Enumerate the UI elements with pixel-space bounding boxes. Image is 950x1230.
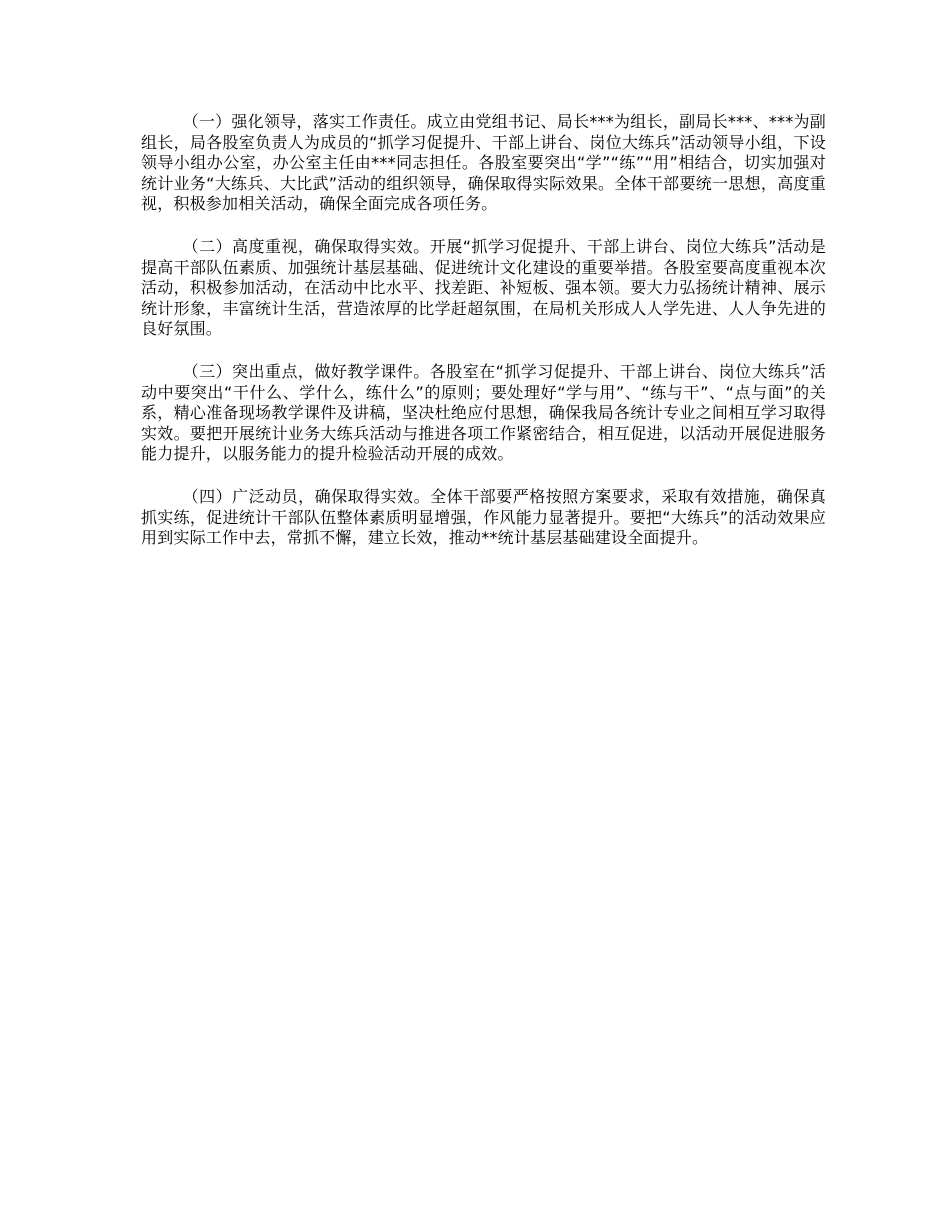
paragraph-leadership: （一）强化领导，落实工作责任。成立由党组书记、局长***为组长，副局长***、***为副组长，局各股室负责人为成员的“抓学习促提升、干部上讲台、岗位大练兵”活动领导小组，下设领导小组办公室，办公室主任由***同志担任。各股室要突出“学”“练”“用”相结合，切实加强对统计业务“大练兵、大比武”活动的组织领导，确保取得实际效果。全体干部要统一思想，高度重视，积极参加相关活动，确保全面完成各项任务。 [141, 112, 826, 214]
paragraph-mobilization: （四）广泛动员，确保取得实效。全体干部要严格按照方案要求，采取有效措施，确保真抓实练，促进统计干部队伍整体素质明显增强，作风能力显著提升。要把“大练兵”的活动效果应用到实际工作中去，常抓不懈，建立长效，推动**统计基层基础建设全面提升。 [141, 486, 826, 548]
paragraph-focus: （三）突出重点，做好教学课件。各股室在“抓学习促提升、干部上讲台、岗位大练兵”活动中要突出“干什么、学什么，练什么”的原则；要处理好“学与用”、“练与干”、“点与面”的关系，精心准备现场教学课件及讲稿，坚决杜绝应付思想，确保我局各统计专业之间相互学习取得实效。要把开展统计业务大练兵活动与推进各项工作紧密结合，相互促进，以活动开展促进服务能力提升，以服务能力的提升检验活动开展的成效。 [141, 361, 826, 464]
paragraph-importance: （二）高度重视，确保取得实效。开展“抓学习促提升、干部上讲台、岗位大练兵”活动是提高干部队伍素质、加强统计基层基础、促进统计文化建设的重要举措。各股室要高度重视本次活动，积极参加活动，在活动中比水平、找差距、补短板、强本领。要大力弘扬统计精神、展示统计形象，丰富统计生活，营造浓厚的比学赶超氛围，在局机关形成人人学先进、人人争先进的良好氛围。 [141, 236, 826, 339]
document-body [141, 112, 826, 571]
